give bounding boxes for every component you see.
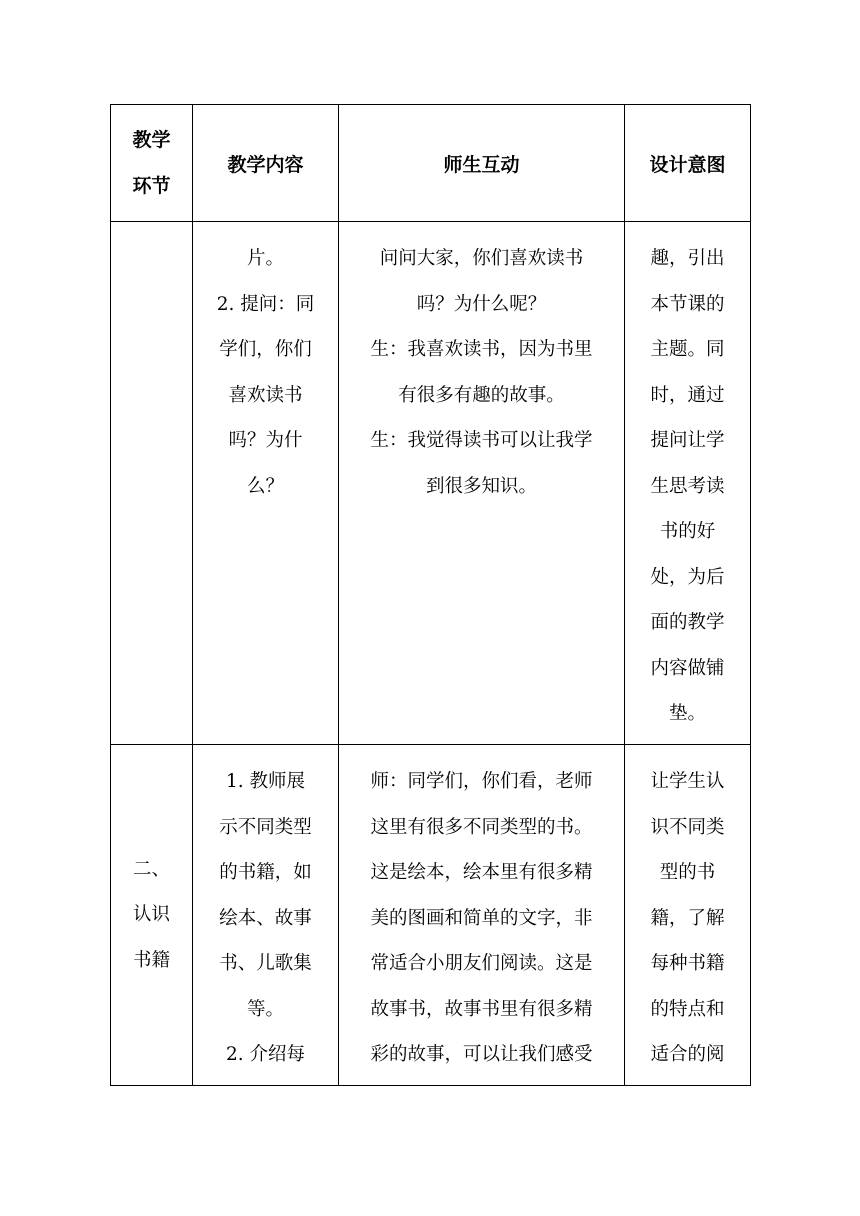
table-row bbox=[111, 745, 751, 1086]
intent-line: 识不同类 bbox=[650, 816, 725, 838]
content-line: 书、儿歌集 bbox=[219, 953, 312, 974]
content-line: 的书籍，如 bbox=[219, 862, 312, 883]
intent-line: 趣，引出 bbox=[650, 248, 725, 269]
table-header-row bbox=[111, 105, 751, 222]
intent-line: 的特点和 bbox=[650, 998, 725, 1020]
header-interaction: 师生互动 bbox=[339, 105, 625, 222]
header-section-line: 教学 bbox=[132, 129, 171, 151]
content-line: 喜欢读书 bbox=[228, 384, 303, 406]
interaction-line: 常适合小朋友们阅读。这是 bbox=[370, 953, 593, 974]
header-section bbox=[111, 105, 193, 222]
intent-line: 型的书 bbox=[659, 862, 716, 883]
content-line: 吗？为什 bbox=[228, 430, 303, 451]
intent-line: 适合的阅 bbox=[650, 1044, 725, 1065]
intent-line: 主题。同 bbox=[650, 339, 725, 360]
intent-line: 提问让学 bbox=[650, 430, 725, 451]
content-line: 等。 bbox=[246, 998, 284, 1020]
interaction-line: 故事书，故事书里有很多精 bbox=[370, 998, 593, 1020]
content-cell bbox=[193, 745, 339, 1086]
content-cell bbox=[193, 222, 339, 745]
interaction-line: 生：我觉得读书可以让我学 bbox=[370, 430, 593, 451]
intent-line: 书的好 bbox=[659, 521, 716, 542]
intent-line: 生思考读 bbox=[650, 475, 725, 497]
interaction-line: 到很多知识。 bbox=[425, 475, 537, 497]
header-content: 教学内容 bbox=[193, 105, 339, 222]
intent-line: 内容做铺 bbox=[650, 657, 725, 679]
intent-line: 时，通过 bbox=[650, 384, 725, 406]
interaction-line: 有很多有趣的故事。 bbox=[398, 384, 565, 406]
section-cell bbox=[111, 745, 193, 1086]
interaction-line: 彩的故事，可以让我们感受 bbox=[370, 1044, 593, 1065]
lesson-plan-table bbox=[110, 104, 751, 1086]
content-line: 示不同类型 bbox=[219, 816, 312, 838]
content-line: 学们，你们 bbox=[219, 339, 312, 360]
intent-line: 面的教学 bbox=[650, 612, 725, 633]
intent-cell bbox=[625, 745, 751, 1086]
content-line: 么？ bbox=[246, 475, 284, 497]
interaction-line: 美的图画和简单的文字，非 bbox=[370, 907, 593, 929]
interaction-line: 师：同学们，你们看，老师 bbox=[370, 771, 593, 792]
interaction-cell bbox=[339, 222, 625, 745]
header-section-line: 环节 bbox=[132, 175, 171, 197]
section-line: 书籍 bbox=[132, 949, 170, 971]
interaction-line: 问问大家，你们喜欢读书 bbox=[379, 248, 584, 269]
interaction-line: 这里有很多不同类型的书。 bbox=[370, 816, 593, 838]
content-line: 绘本、故事 bbox=[219, 907, 312, 929]
table-row bbox=[111, 222, 751, 745]
content-line: 1. 教师展 bbox=[225, 771, 306, 792]
intent-cell bbox=[625, 222, 751, 745]
section-line: 二、 bbox=[132, 858, 170, 880]
section-line: 认识 bbox=[132, 904, 170, 926]
intent-line: 本节课的 bbox=[650, 293, 725, 315]
content-line: 2. 介绍每 bbox=[225, 1044, 306, 1065]
intent-line: 籍，了解 bbox=[650, 907, 725, 929]
interaction-line: 生：我喜欢读书，因为书里 bbox=[370, 339, 593, 360]
intent-line: 让学生认 bbox=[650, 771, 725, 792]
interaction-line: 吗？为什么呢？ bbox=[416, 293, 547, 315]
intent-line: 垫。 bbox=[668, 703, 706, 724]
content-line: 2. 提问：同 bbox=[216, 293, 315, 315]
interaction-line: 这是绘本，绘本里有很多精 bbox=[370, 862, 593, 883]
intent-line: 每种书籍 bbox=[650, 953, 725, 974]
header-intent: 设计意图 bbox=[625, 105, 751, 222]
intent-line: 处，为后 bbox=[650, 566, 725, 588]
section-cell bbox=[111, 222, 193, 745]
content-line: 片。 bbox=[246, 248, 284, 269]
interaction-cell bbox=[339, 745, 625, 1086]
